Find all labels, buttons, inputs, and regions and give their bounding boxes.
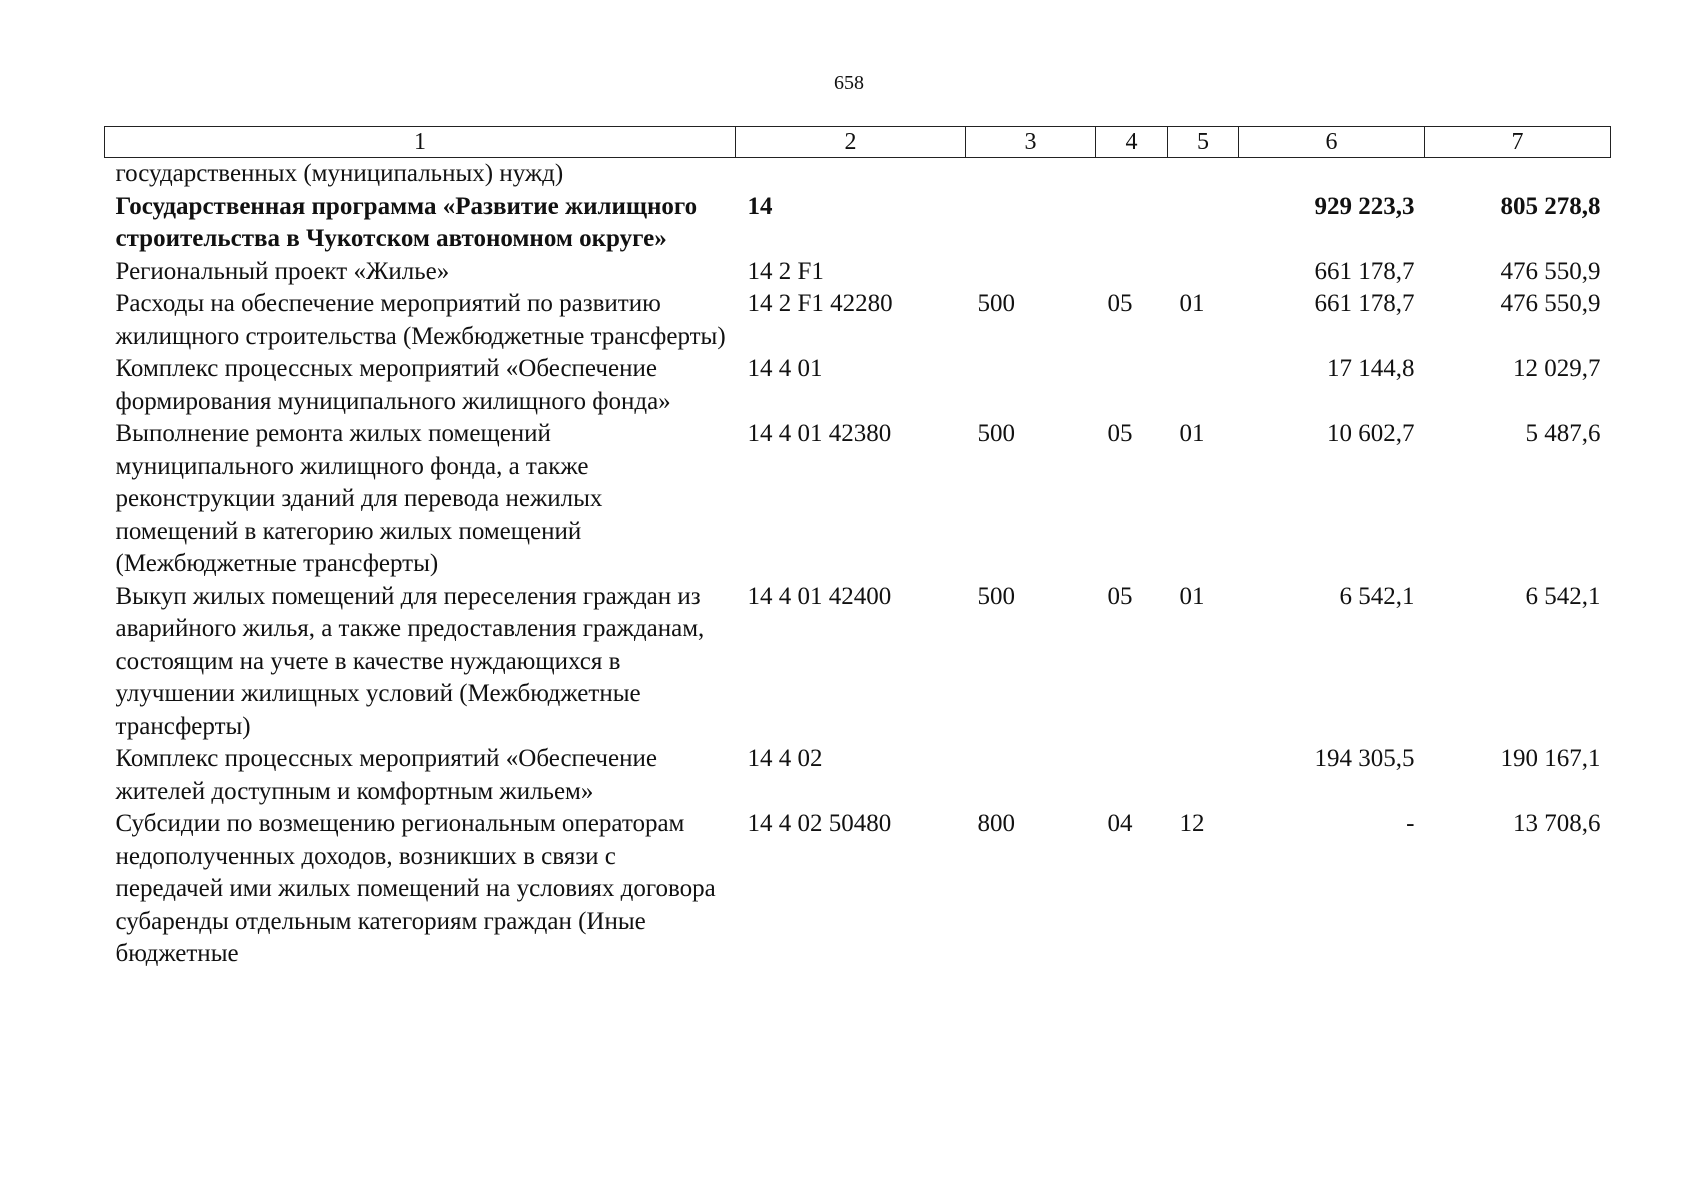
row-amount-6: 17 144,8 — [1327, 355, 1415, 382]
column-header-2: 2 — [736, 127, 966, 158]
table-row — [105, 191, 1611, 256]
row-col-5: 01 — [1179, 582, 1205, 610]
budget-table — [104, 126, 1611, 971]
column-header-1: 1 — [105, 127, 736, 158]
row-col-4 — [1096, 256, 1168, 289]
row-code: 14 4 01 42380 — [747, 420, 892, 447]
row-amount-7: 5 487,6 — [1525, 420, 1601, 447]
row-amount-6: 10 602,7 — [1327, 420, 1415, 447]
row-col-4: 04 — [1107, 810, 1133, 837]
row-description: Государственная программа «Развитие жилищного строительства в Чукотском автономном округе» — [115, 192, 698, 252]
row-code: 14 2 F1 42280 — [747, 290, 893, 317]
row-amount-6: 661 178,7 — [1314, 257, 1415, 285]
row-description: Выполнение ремонта жилых помещений муниципального жилищного фонда, а также реконструкции зданий для перевода нежилых помещений в категорию жилых помещений (Межбюджетные трансферты) — [115, 420, 603, 577]
row-col-5 — [1168, 743, 1239, 808]
row-col-5: 12 — [1179, 810, 1205, 837]
row-amount-7: 13 708,6 — [1513, 810, 1601, 837]
row-amount-6: 929 223,3 — [1314, 192, 1415, 220]
row-col-3: 500 — [977, 290, 1015, 317]
row-col-3 — [966, 353, 1096, 418]
column-header-4: 4 — [1096, 127, 1168, 158]
row-col-3: 500 — [977, 420, 1015, 447]
row-col-5 — [1168, 158, 1239, 191]
row-description: Субсидии по возмещению региональным операторам недополученных доходов, возникших в связи с передачей ими жилых помещений на условиях договора субаренды отдельным категориям граждан (Иные бюджетные — [115, 810, 716, 967]
column-header-6: 6 — [1239, 127, 1425, 158]
row-col-5: 01 — [1179, 420, 1205, 447]
row-col-4 — [1096, 353, 1168, 418]
row-description: Комплекс процессных мероприятий «Обеспечение жителей доступным и комфортным жильем» — [115, 745, 657, 805]
row-amount-6: - — [1406, 810, 1415, 837]
table-row — [105, 581, 1611, 744]
column-header-7: 7 — [1425, 127, 1611, 158]
row-col-4 — [1096, 158, 1168, 191]
table-row — [105, 418, 1611, 581]
row-code: 14 4 01 — [747, 355, 823, 382]
row-col-5 — [1168, 191, 1239, 256]
row-amount-7: 476 550,9 — [1500, 257, 1601, 285]
row-amount-6 — [1239, 158, 1425, 191]
table-row — [105, 353, 1611, 418]
column-header-3: 3 — [966, 127, 1096, 158]
row-amount-6: 6 542,1 — [1339, 582, 1415, 610]
row-amount-7: 805 278,8 — [1500, 192, 1601, 220]
row-code: 14 — [747, 192, 773, 220]
row-col-3: 500 — [977, 582, 1015, 610]
row-col-4 — [1096, 191, 1168, 256]
row-amount-7: 476 550,9 — [1500, 290, 1601, 317]
row-col-3 — [966, 256, 1096, 289]
column-header-5: 5 — [1168, 127, 1239, 158]
table-row — [105, 808, 1611, 971]
row-code — [736, 158, 966, 191]
table-row — [105, 743, 1611, 808]
row-amount-7 — [1425, 158, 1611, 191]
row-col-4 — [1096, 743, 1168, 808]
row-col-4: 05 — [1107, 290, 1133, 317]
page-number: 658 — [834, 72, 864, 94]
row-description: государственных (муниципальных) нужд) — [115, 160, 564, 187]
row-col-4: 05 — [1107, 582, 1133, 610]
row-description: Выкуп жилых помещений для переселения граждан из аварийного жилья, а также предоставления гражданам, состоящим на учете в качестве нуждающихся в улучшении жилищных условий (Межбюджетные трансферты) — [115, 582, 705, 740]
row-col-5 — [1168, 256, 1239, 289]
row-amount-6: 194 305,5 — [1314, 745, 1415, 772]
row-code: 14 4 02 — [747, 745, 823, 772]
column-number-header-row — [105, 127, 1611, 158]
row-amount-6: 661 178,7 — [1314, 290, 1415, 317]
table-row — [105, 256, 1611, 289]
row-col-3 — [966, 743, 1096, 808]
row-description: Комплекс процессных мероприятий «Обеспечение формирования муниципального жилищного фонда» — [115, 355, 671, 415]
row-amount-7: 12 029,7 — [1513, 355, 1601, 382]
row-description: Расходы на обеспечение мероприятий по развитию жилищного строительства (Межбюджетные трансферты) — [115, 290, 726, 350]
row-amount-7: 6 542,1 — [1525, 582, 1601, 610]
row-col-3 — [966, 158, 1096, 191]
row-description: Региональный проект «Жилье» — [115, 257, 450, 285]
row-code: 14 4 02 50480 — [747, 810, 892, 837]
row-col-5: 01 — [1179, 290, 1205, 317]
row-col-4: 05 — [1107, 420, 1133, 447]
table-row — [105, 288, 1611, 353]
row-col-3 — [966, 191, 1096, 256]
row-code: 14 4 01 42400 — [747, 582, 892, 610]
row-amount-7: 190 167,1 — [1500, 745, 1601, 772]
row-col-3: 800 — [977, 810, 1015, 837]
row-col-5 — [1168, 353, 1239, 418]
table-row — [105, 158, 1611, 191]
row-code: 14 2 F1 — [747, 257, 824, 285]
